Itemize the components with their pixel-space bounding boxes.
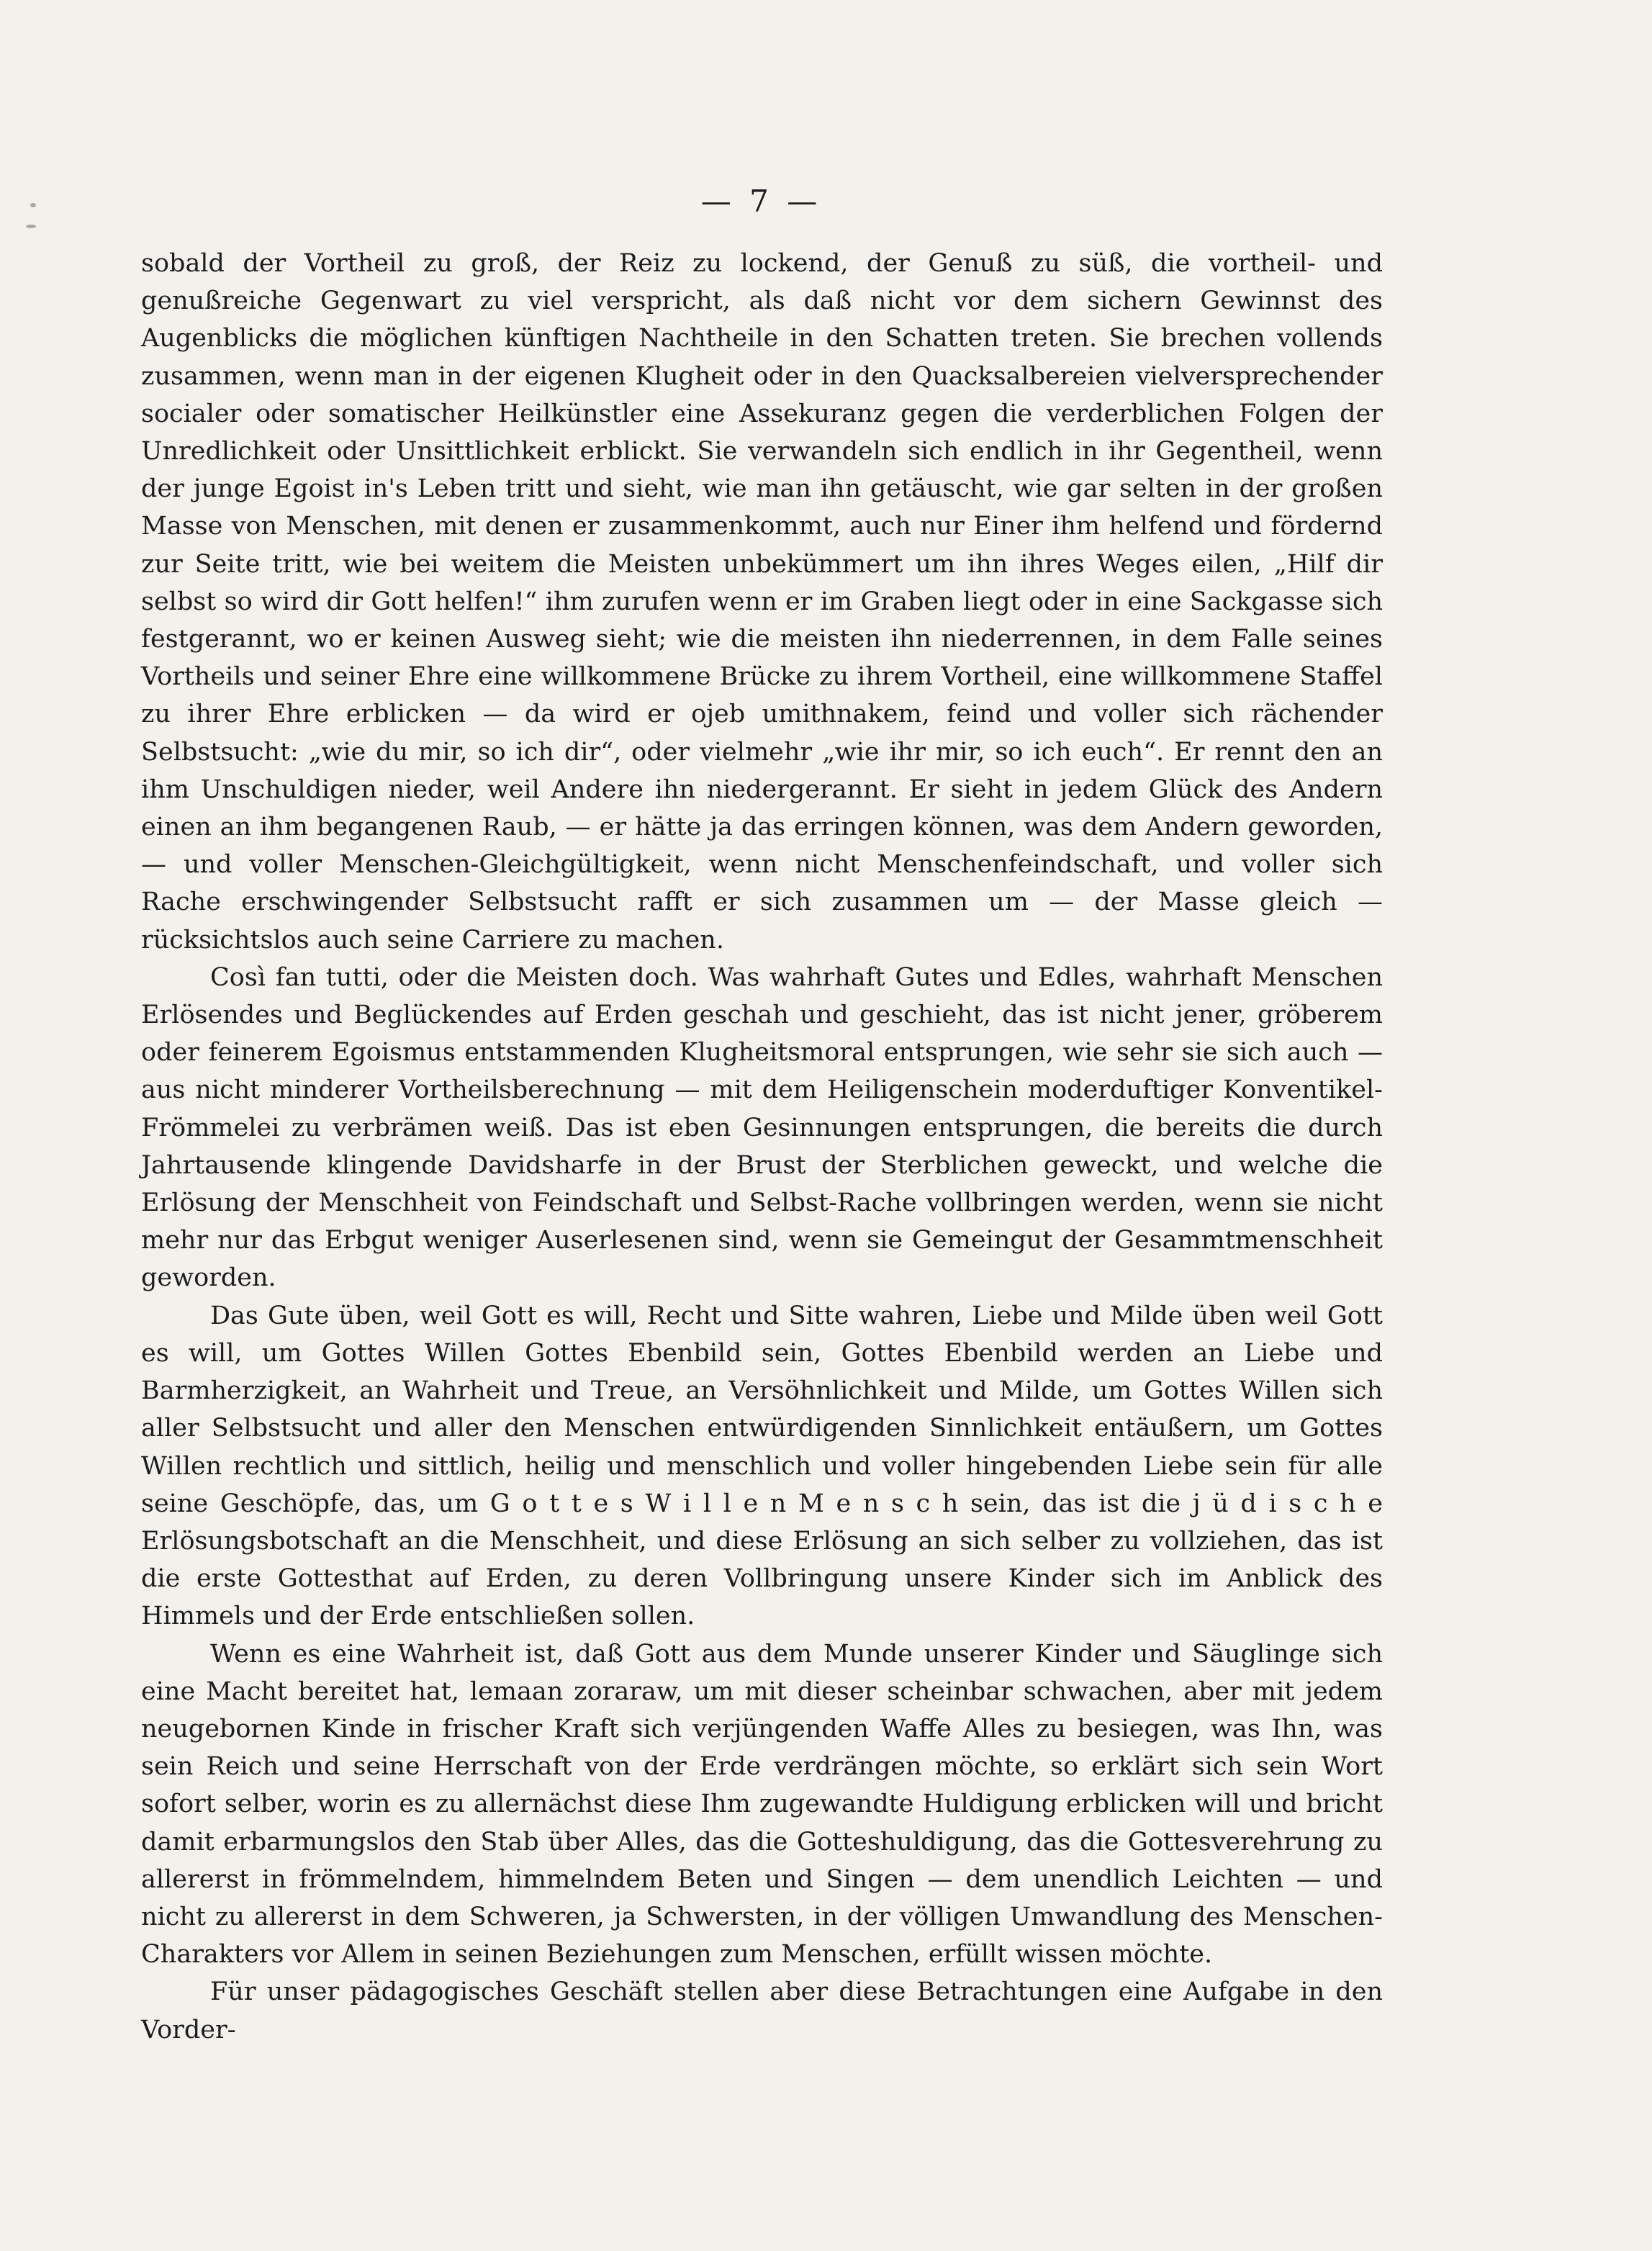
paragraph: sobald der Vortheil zu groß, der Reiz zu lockend, der Genuß zu süß, die vortheil- und genußreiche Gegenwart zu viel verspricht, als daß nicht vor dem sichern Gewinnst des Augenblicks die möglichen künftigen Nachtheile in den Schatten treten. Sie brechen vollends zusammen, wenn man in der eigenen Klugheit oder in den Quacksalbereien vielversprechender socialer oder somatischer Heilkünstler eine Assekuranz gegen die verderblichen Folgen der Unredlichkeit oder Unsittlichkeit erblickt. Sie verwandeln sich endlich in ihr Gegentheil, wenn der junge Egoist in's Leben tritt und sieht, wie man ihn getäuscht, wie gar selten in der großen Masse von Menschen, mit denen er zusammenkommt, auch nur Einer ihm helfend und fördernd zur Seite tritt, wie bei weitem die Meisten unbekümmert um ihn ihres Weges eilen, „Hilf dir selbst so wird dir Gott helfen!“ ihm zurufen wenn er im Graben liegt oder in eine Sackgasse sich festgerannt, wo er keinen Ausweg sieht; wie die meisten ihn niederrennen, in dem Falle seines Vortheils und seiner Ehre eine willkommene Brücke zu ihrem Vortheil, eine willkommene Staffel zu ihrer Ehre erblicken — da wird er ojeb umithnakem, feind und voller sich rächender Selbstsucht: „wie du mir, so ich dir“, oder vielmehr „wie ihr mir, so ich euch“. Er rennt den an ihm Unschuldigen nieder, weil Andere ihn niedergerannt. Er sieht in jedem Glück des Andern einen an ihm begangenen Raub, — er hätte ja das erringen können, was dem Andern geworden, — und voller Menschen-Gleichgültigkeit, wenn nicht Menschenfeindschaft, und voller sich Rache erschwingender Selbstsucht rafft er sich zusammen um — der Masse gleich — rücksichtslos auch seine Carriere zu machen. bbox=[141, 249, 1383, 955]
page-number: — 7 — bbox=[700, 184, 822, 219]
body-text bbox=[141, 245, 1383, 2049]
paragraph: Così fan tutti, oder die Meisten doch. Was wahrhaft Gutes und Edles, wahrhaft Menschen Erlösendes und Beglückendes auf Erden geschah und geschieht, das ist nicht jener, gröberem oder feinerem Egoismus entstammenden Klugheitsmoral entsprungen, wie sehr sie sich auch — aus nicht minderer Vortheilsberechnung — mit dem Heiligenschein moderduftiger Konventikel-Frömmelei zu verbrämen weiß. Das ist eben Gesinnungen entsprungen, die bereits die durch Jahrtausende klingende Davidsharfe in der Brust der Sterblichen geweckt, und welche die Erlösung der Menschheit von Feindschaft und Selbst-Rache vollbringen werden, wenn sie nicht mehr nur das Erbgut weniger Auserlesenen sind, wenn sie Gemeingut der Gesammtmenschheit geworden. bbox=[141, 962, 1383, 1293]
paragraph: Das Gute üben, weil Gott es will, Recht und Sitte wahren, Liebe und Milde üben weil Gott es will, um Gottes Willen Gottes Ebenbild sein, Gottes Ebenbild werden an Liebe und Barmherzigkeit, an Wahrheit und Treue, an Versöhnlichkeit und Milde, um Gottes Willen sich aller Selbstsucht und aller den Menschen entwürdigenden Sinnlichkeit entäußern, um Gottes Willen rechtlich und sittlich, heilig und menschlich und voller hingebenden Liebe sein für alle seine Geschöpfe, das, um G o t t e s W i l l e n M e n s c h sein, das ist die j ü d i s c h e Erlösungsbotschaft an die Menschheit, und diese Erlösung an sich selber zu vollziehen, das ist die erste Gottesthat auf Erden, zu deren Vollbringung unsere Kinder sich im Anblick des Himmels und der Erde entschließen sollen. bbox=[141, 1301, 1383, 1631]
paragraph: Für unser pädagogisches Geschäft stellen aber diese Betrachtungen eine Aufgabe in den Vorder- bbox=[141, 1977, 1383, 2044]
paragraph: Wenn es eine Wahrheit ist, daß Gott aus dem Munde unserer Kinder und Säuglinge sich eine Macht bereitet hat, lemaan zoraraw, um mit dieser scheinbar schwachen, aber mit jedem neugebornen Kinde in frischer Kraft sich verjüngenden Waffe Alles zu besiegen, was Ihn, was sein Reich und seine Herrschaft von der Erde verdrängen möchte, so erklärt sich sein Wort sofort selber, worin es zu allernächst diese Ihm zugewandte Huldigung erblicken will und bricht damit erbarmungslos den Stab über Alles, das die Gotteshuldigung, das die Gottesverehrung zu allererst in frömmelndem, himmelndem Beten und Singen — dem unendlich Leichten — und nicht zu allererst in dem Schweren, ja Schwersten, in der völligen Umwandlung des Menschen-Charakters vor Allem in seinen Beziehungen zum Menschen, erfüllt wissen möchte. bbox=[141, 1639, 1383, 1970]
scan-mark bbox=[26, 225, 36, 228]
